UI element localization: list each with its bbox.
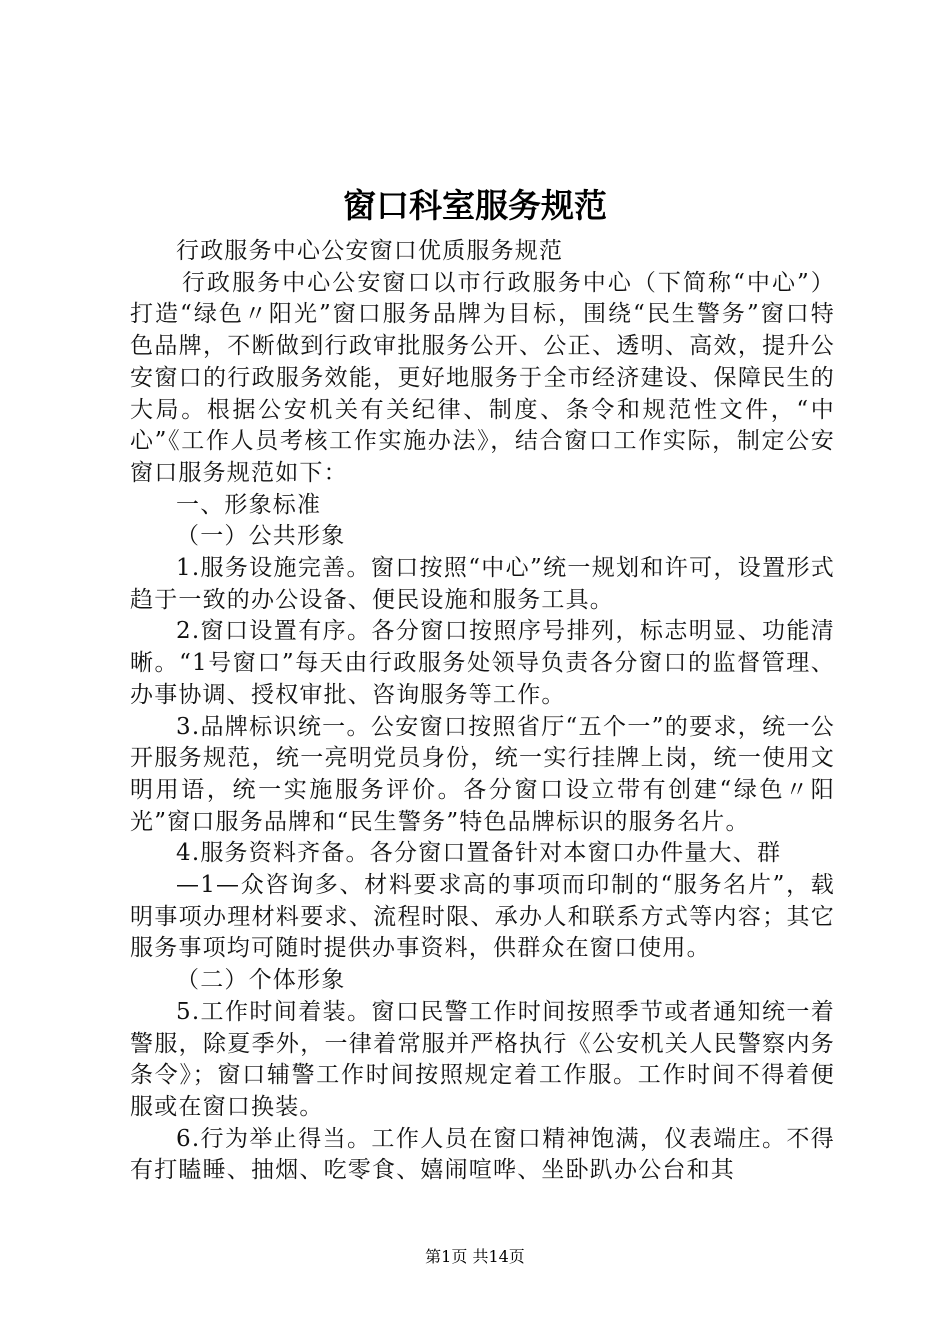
document-body: [130, 236, 835, 1187]
paragraph-item-4: 4.服务资料齐备。各分窗口置备针对本窗口办件量大、群: [176, 840, 782, 867]
paragraph-item-3: 3.品牌标识统一。公安窗口按照省厅“五个一”的要求，统一公开服务规范，统一亮明党员身份，统一实行挂牌上岗，统一使用文明用语，统一实施服务评价。各分窗口设立带有创建“绿色〃阳光”窗口服务品牌和“民生警务”特色品牌标识的服务名片。: [130, 713, 835, 835]
paragraph-item-6: 6.行为举止得当。工作人员在窗口精神饱满，仪表端庄。不得有打瞌睡、抽烟、吃零食、嬉闹喧哗、坐卧趴办公台和其: [130, 1125, 835, 1184]
subsection-heading: （二）个体形象: [176, 967, 346, 994]
subsection-heading: （一）公共形象: [176, 523, 346, 550]
paragraph-item-2: 2.窗口设置有序。各分窗口按照序号排列，标志明显、功能清晰。“1号窗口”每天由行政服务处领导负责各分窗口的监督管理、办事协调、授权审批、咨询服务等工作。: [130, 618, 835, 708]
section-heading: 一、形象标准: [176, 491, 322, 518]
paragraph-intro: 行政服务中心公安窗口以市行政服务中心（下简称“中心”）打造“绿色〃阳光”窗口服务品牌为目标，围绕“民生警务”窗口特色品牌，不断做到行政审批服务公开、公正、透明、高效，提升公安窗口的行政服务效能，更好地服务于全市经济建设、保障民生的大局。根据公安机关有关纪律、制度、条令和规范性文件，“中心”《工作人员考核工作实施办法》，结合窗口工作实际，制定公安窗口服务规范如下：: [130, 269, 835, 486]
paragraph-item-5: 5.工作时间着装。窗口民警工作时间按照季节或者通知统一着警服，除夏季外，一律着常服并严格执行《公安机关人民警察内务条令》；窗口辅警工作时间按照规定着工作服。工作时间不得着便服或在窗口换装。: [130, 998, 835, 1120]
page-footer: 第1页 共14页: [425, 1247, 525, 1266]
paragraph-subtitle: 行政服务中心公安窗口优质服务规范: [176, 238, 564, 264]
paragraph-item-4-continued: —1—众咨询多、材料要求高的事项而印制的“服务名片”，载明事项办理材料要求、流程时限、承办人和联系方式等内容；其它服务事项均可随时提供办事资料，供群众在窗口使用。: [130, 872, 835, 962]
paragraph-item-1: 1.服务设施完善。窗口按照“中心”统一规划和许可，设置形式趋于一致的办公设备、便民设施和服务工具。: [130, 555, 835, 613]
document-title: 窗口科室服务规范: [343, 186, 607, 225]
